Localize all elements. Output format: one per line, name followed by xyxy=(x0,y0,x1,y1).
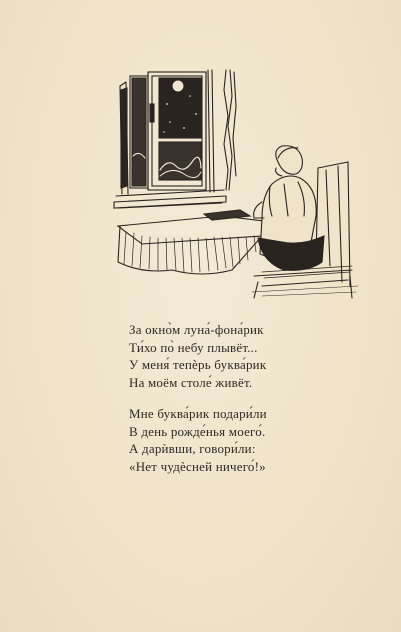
poem-line: «Нет чудѐсней ничего́!» xyxy=(129,458,266,474)
boy-at-window-illustration xyxy=(112,66,362,302)
poem-line: В день рожде́нья моего́. xyxy=(129,423,266,439)
poem-line: А дарѝвши, говори́ли: xyxy=(129,441,256,456)
poem-line: Мне буква́рик подари́ли xyxy=(129,406,267,421)
poem-stanza-2 xyxy=(129,405,267,475)
poem-line: За окно̀м луна́-фона́рик xyxy=(129,322,264,337)
poem-stanza-1 xyxy=(129,321,266,391)
poem-line: На моём столе́ живёт. xyxy=(129,374,253,390)
poem-line: У меня́ тепѐрь буква́рик xyxy=(129,357,267,372)
poem-line: Ти́хо по̀ небу плывёт... xyxy=(129,339,258,355)
